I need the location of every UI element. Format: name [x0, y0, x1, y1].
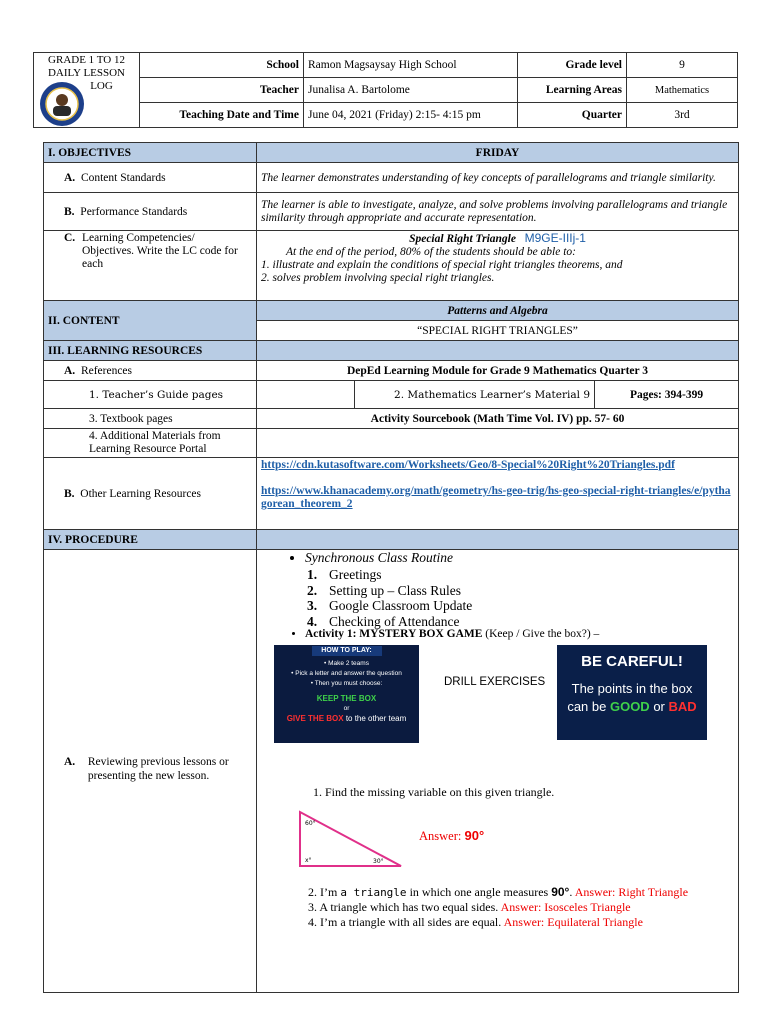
routine-item-2: 2. Setting up – Class Rules [307, 582, 462, 598]
routine-item-1: 1. Greetings [307, 567, 382, 582]
learners-material-label: 2. Mathematics Learner’s Material 9 [355, 381, 595, 409]
dll-title-cell [34, 53, 140, 128]
keep-box-text: KEEP THE BOX [316, 694, 377, 703]
deped-seal-icon [39, 81, 85, 127]
areas-label: Learning Areas [518, 78, 627, 103]
day-heading: FRIDAY [257, 143, 739, 163]
competency-title: Special Right Triangle [409, 233, 516, 245]
main-table [43, 142, 739, 993]
quarter-value: 3rd [627, 103, 738, 128]
how-to-play-title: HOW TO PLAY: [312, 646, 382, 656]
angle-left-label: x° [305, 857, 312, 864]
drill-exercises-label: DRILL EXERCISES [444, 676, 546, 688]
textbook-pages-label: 3. Textbook pages [44, 409, 257, 429]
other-resources-label: B. Other Learning Resources [44, 458, 257, 530]
be-careful-panel: BE CAREFUL! The points in the box can be GOOD or BAD [557, 645, 707, 740]
answer-1: Answer: 90° [419, 828, 485, 843]
question-1: 1. Find the missing variable on this given triangle. [313, 785, 555, 799]
content-standards-text: The learner demonstrates understanding of key concepts of parallelograms and triangle similarity. [257, 163, 739, 193]
procedure-content [257, 550, 739, 993]
content-title: “SPECIAL RIGHT TRIANGLES” [257, 321, 739, 341]
dll-title-line3: LOG [90, 80, 113, 92]
content-topic: Patterns and Algebra [257, 301, 739, 321]
routine-item-4: 4. Checking of Attendance [307, 613, 460, 629]
grade-label: Grade level [518, 53, 627, 78]
routine-title: • Synchronous Class Routine [305, 550, 453, 566]
competencies-text [257, 231, 739, 301]
how-to-play-panel: HOW TO PLAY: • Make 2 teams • Pick a letter and answer the question • Then you must choose: KEEP THE BOX or GIVE THE BOX to the other team [274, 645, 419, 743]
school-label: School [140, 53, 304, 78]
give-box-text: GIVE THE BOX to the other team [286, 714, 407, 723]
teacher-value: Junalisa A. Bartolome [304, 78, 518, 103]
content-standards-label: A. Content Standards [44, 163, 257, 193]
header-table [33, 52, 738, 128]
teacher-label: Teacher [140, 78, 304, 103]
kutasoftware-link[interactable]: https://cdn.kutasoftware.com/Worksheets/Geo/8-Special%20Right%20Triangles.pdf [261, 459, 675, 471]
angle-right-label: 30° [373, 858, 384, 865]
competency-item-2: 2. solves problem involving special right triangles. [261, 272, 495, 284]
question-4: 4. I’m a triangle with all sides are equal. Answer: Equilateral Triangle [308, 915, 643, 929]
references-label: A. References [44, 361, 257, 381]
content-heading: II. CONTENT [44, 301, 257, 341]
additional-materials-label: 4. Additional Materials from Learning Resource Portal [44, 429, 257, 458]
school-value: Ramon Magsaysay High School [304, 53, 518, 78]
competencies-label: C. Learning Competencies/ Objectives. Write the LC code for each [44, 231, 257, 301]
objectives-heading: I. OBJECTIVES [44, 143, 257, 163]
dll-title-line2: DAILY LESSON [47, 67, 126, 79]
activity-line: • Activity 1: MYSTERY BOX GAME (Keep / Give the box?) – [305, 628, 725, 640]
grade-value: 9 [627, 53, 738, 78]
competency-code: M9GE-IIIj-1 [524, 231, 586, 245]
learners-material-pages: Pages: 394-399 [595, 381, 739, 409]
angle-top-label: 60° [305, 820, 316, 827]
areas-value: Mathematics [627, 78, 738, 103]
routine-item-3: 3. Google Classroom Update [307, 598, 473, 613]
performance-standards-text: The learner is able to investigate, analyze, and solve problems involving parallelograms and triangle similarity through appropriate and accurate representation. [257, 193, 739, 231]
be-careful-title: BE CAREFUL! [581, 653, 683, 670]
reviewing-label: A. Reviewing previous lessons or presenting the new lesson. [44, 550, 257, 993]
teachers-guide-label: 1. Teacher’s Guide pages [44, 381, 257, 409]
quarter-label: Quarter [518, 103, 627, 128]
procedure-heading: IV. PROCEDURE [44, 530, 257, 550]
textbook-pages-text: Activity Sourcebook (Math Time Vol. IV) pp. 57- 60 [257, 409, 739, 429]
references-text: DepEd Learning Module for Grade 9 Mathematics Quarter 3 [257, 361, 739, 381]
date-value: June 04, 2021 (Friday) 2:15- 4:15 pm [304, 103, 518, 128]
question-2: 2. I’m a triangle in which one angle measures 90°. Answer: Right Triangle [308, 885, 689, 899]
resources-heading: III. LEARNING RESOURCES [44, 341, 257, 361]
khanacademy-link[interactable]: https://www.khanacademy.org/math/geometry/hs-geo-trig/hs-geo-special-right-triangles/e/pythagorean_theorem_2 [261, 485, 731, 510]
competency-intro: At the end of the period, 80% of the students should be able to: [286, 246, 577, 258]
dll-title-line1: GRADE 1 TO 12 [48, 54, 125, 66]
date-label: Teaching Date and Time [140, 103, 304, 128]
competency-item-1: 1. illustrate and explain the conditions of special right triangles theorems, and [261, 259, 623, 271]
right-triangle-icon [297, 809, 407, 869]
performance-standards-label: B. Performance Standards [44, 193, 257, 231]
question-3: 3. A triangle which has two equal sides. Answer: Isosceles Triangle [308, 900, 631, 914]
